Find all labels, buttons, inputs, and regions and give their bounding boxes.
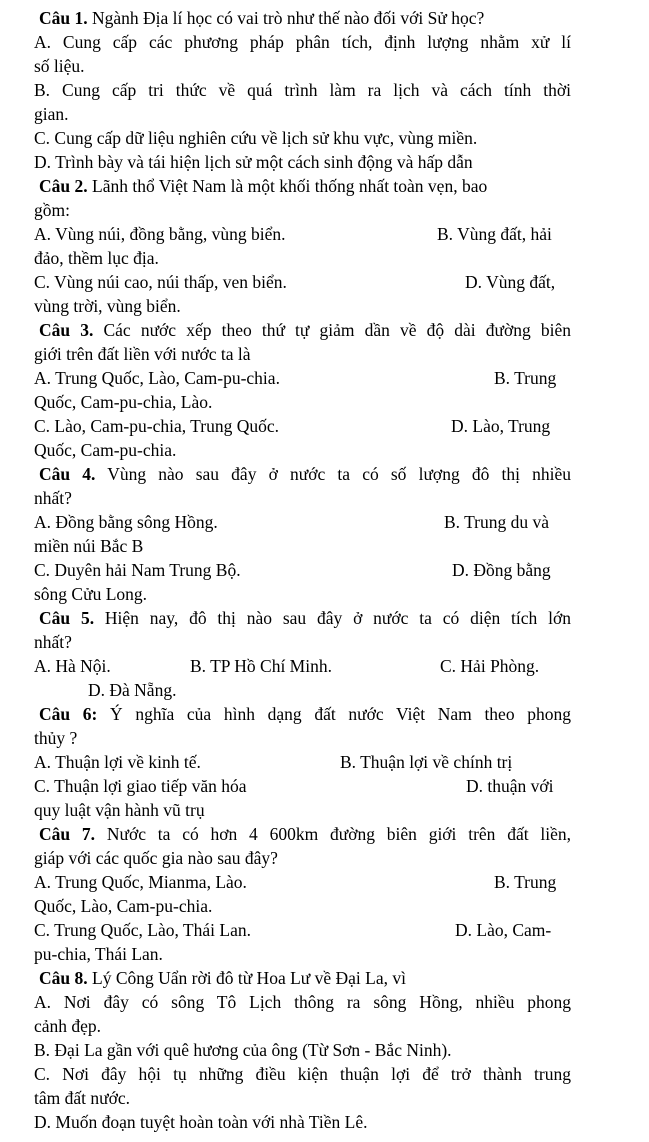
question-7-option-b-cont: Quốc, Lào, Cam-pu-chia.	[34, 896, 213, 916]
question-1-option-b-cont: gian.	[34, 104, 69, 124]
question-7-option-a: A. Trung Quốc, Mianma, Lào.	[34, 872, 247, 892]
question-2-option-a: A. Vùng núi, đồng bằng, vùng biển.	[34, 224, 286, 244]
question-8-stem-text: Lý Công Uẩn rời đô từ Hoa Lư về Đại La, vì	[87, 968, 406, 988]
question-8-option-c-cont: tâm đất nước.	[34, 1088, 131, 1108]
question-1-label: Câu 1.	[39, 8, 88, 28]
question-1-option-c: C. Cung cấp dữ liệu nghiên cứu về lịch sử khu vực, vùng miền.	[34, 128, 478, 148]
question-4-row	[0, 558, 649, 582]
question-6-stem	[0, 702, 649, 726]
question-8-option-b: B. Đại La gần với quê hương của ông (Từ Sơn - Bắc Ninh).	[34, 1040, 452, 1060]
question-1-option-d: D. Trình bày và tái hiện lịch sử một cách sinh động và hấp dẫn	[34, 152, 473, 172]
question-4-option-a: A. Đồng bằng sông Hồng.	[34, 512, 218, 532]
question-1-stem	[0, 6, 649, 30]
question-5-option-d: D. Đà Nẵng.	[88, 680, 177, 700]
question-4-label: Câu 4.	[39, 464, 96, 484]
question-8-stem	[0, 966, 649, 990]
question-3-row	[0, 414, 649, 438]
question-3-option-c: C. Lào, Cam-pu-chia, Trung Quốc.	[34, 416, 279, 436]
question-6-stem-cont: thủy ?	[34, 728, 78, 748]
question-5-option-b: B. TP Hồ Chí Minh.	[190, 656, 332, 676]
question-8-option-d: D. Muốn đoạn tuyệt hoàn toàn với nhà Tiền Lê.	[34, 1112, 368, 1132]
question-6-row	[0, 774, 649, 798]
question-3-label: Câu 3.	[39, 320, 94, 340]
question-5-option-a: A. Hà Nội.	[34, 656, 111, 676]
question-2-option-b-cont: đảo, thềm lục địa.	[34, 248, 159, 268]
question-6-option-d: D. thuận với	[466, 776, 554, 796]
question-2-row	[0, 222, 649, 246]
question-8-label: Câu 8.	[39, 968, 88, 988]
question-2-stem-text: Lãnh thổ Việt Nam là một khối thống nhất toàn vẹn, bao	[87, 176, 488, 196]
question-2-stem-cont: gồm:	[34, 200, 70, 220]
question-5-stem	[0, 606, 649, 630]
question-8-option-a: A. Nơi đây có sông Tô Lịch thông ra sông Hồng, nhiều phong	[34, 992, 571, 1012]
question-7-stem-cont: giáp với các quốc gia nào sau đây?	[34, 848, 278, 868]
question-2-option-c: C. Vùng núi cao, núi thấp, ven biển.	[34, 272, 287, 292]
question-2-option-b: B. Vùng đất, hải	[437, 224, 552, 244]
question-1-option-a-cont: số liệu.	[34, 56, 85, 76]
question-4-row	[0, 510, 649, 534]
question-4-stem-text: Vùng nào sau đây ở nước ta có số lượng đô thị nhiều	[95, 464, 572, 484]
question-7-row	[0, 918, 649, 942]
question-3-stem	[0, 318, 649, 342]
question-7-stem	[0, 822, 649, 846]
question-1-stem-text: Ngành Địa lí học có vai trò như thế nào đối với Sử học?	[87, 8, 485, 28]
question-6-option-d-cont: quy luật vận hành vũ trụ	[34, 800, 205, 820]
question-7-option-d-cont: pu-chia, Thái Lan.	[34, 944, 163, 964]
question-3-stem-cont: giới trên đất liền với nước ta là	[34, 344, 251, 364]
question-5-stem-text: Hiện nay, đô thị nào sau đây ở nước ta có diện tích lớn	[94, 608, 571, 628]
question-2-label: Câu 2.	[39, 176, 88, 196]
question-4-option-b-cont: miền núi Bắc B	[34, 536, 144, 556]
question-3-row	[0, 366, 649, 390]
question-6-label: Câu 6:	[39, 704, 98, 724]
question-6-option-b: B. Thuận lợi về chính trị	[340, 752, 513, 772]
question-4-stem-cont: nhất?	[34, 488, 72, 508]
question-2-option-d: D. Vùng đất,	[465, 272, 556, 292]
question-6-stem-text: Ý nghĩa của hình dạng đất nước Việt Nam theo phong	[97, 704, 571, 724]
question-8-option-a-cont: cảnh đẹp.	[34, 1016, 102, 1036]
question-4-option-b: B. Trung du và	[444, 512, 550, 532]
question-2-option-d-cont: vùng trời, vùng biển.	[34, 296, 181, 316]
question-7-option-c: C. Trung Quốc, Lào, Thái Lan.	[34, 920, 251, 940]
question-4-stem	[0, 462, 649, 486]
question-4-option-d: D. Đồng bằng	[452, 560, 551, 580]
question-6-option-c: C. Thuận lợi giao tiếp văn hóa	[34, 776, 247, 796]
question-3-stem-text: Các nước xếp theo thứ tự giảm dần về độ dài đường biên	[93, 320, 572, 340]
question-7-option-b: B. Trung	[494, 872, 557, 892]
question-7-row	[0, 870, 649, 894]
question-5-option-c: C. Hải Phòng.	[440, 656, 540, 676]
question-3-option-b: B. Trung	[494, 368, 557, 388]
question-3-option-a: A. Trung Quốc, Lào, Cam-pu-chia.	[34, 368, 280, 388]
question-3-option-d: D. Lào, Trung	[451, 416, 551, 436]
question-5-label: Câu 5.	[39, 608, 95, 628]
question-1-option-b: B. Cung cấp tri thức về quá trình làm ra lịch và cách tính thời	[34, 80, 571, 100]
question-3-option-d-cont: Quốc, Cam-pu-chia.	[34, 440, 177, 460]
question-2-stem	[0, 174, 649, 198]
question-7-label: Câu 7.	[39, 824, 96, 844]
question-4-option-c: C. Duyên hải Nam Trung Bộ.	[34, 560, 241, 580]
question-8-option-c: C. Nơi đây hội tụ những điều kiện thuận lợi để trở thành trung	[34, 1064, 571, 1084]
question-5-stem-cont: nhất?	[34, 632, 72, 652]
question-7-stem-text: Nước ta có hơn 4 600km đường biên giới trên đất liền,	[95, 824, 571, 844]
question-6-option-a: A. Thuận lợi về kinh tế.	[34, 752, 201, 772]
question-3-option-b-cont: Quốc, Cam-pu-chia, Lào.	[34, 392, 213, 412]
question-7-option-d: D. Lào, Cam-	[455, 920, 552, 940]
question-4-option-d-cont: sông Cửu Long.	[34, 584, 148, 604]
question-5-row	[0, 654, 649, 678]
question-6-row	[0, 750, 649, 774]
question-2-row	[0, 270, 649, 294]
question-1-option-a: A. Cung cấp các phương pháp phân tích, định lượng nhằm xử lí	[34, 32, 571, 52]
